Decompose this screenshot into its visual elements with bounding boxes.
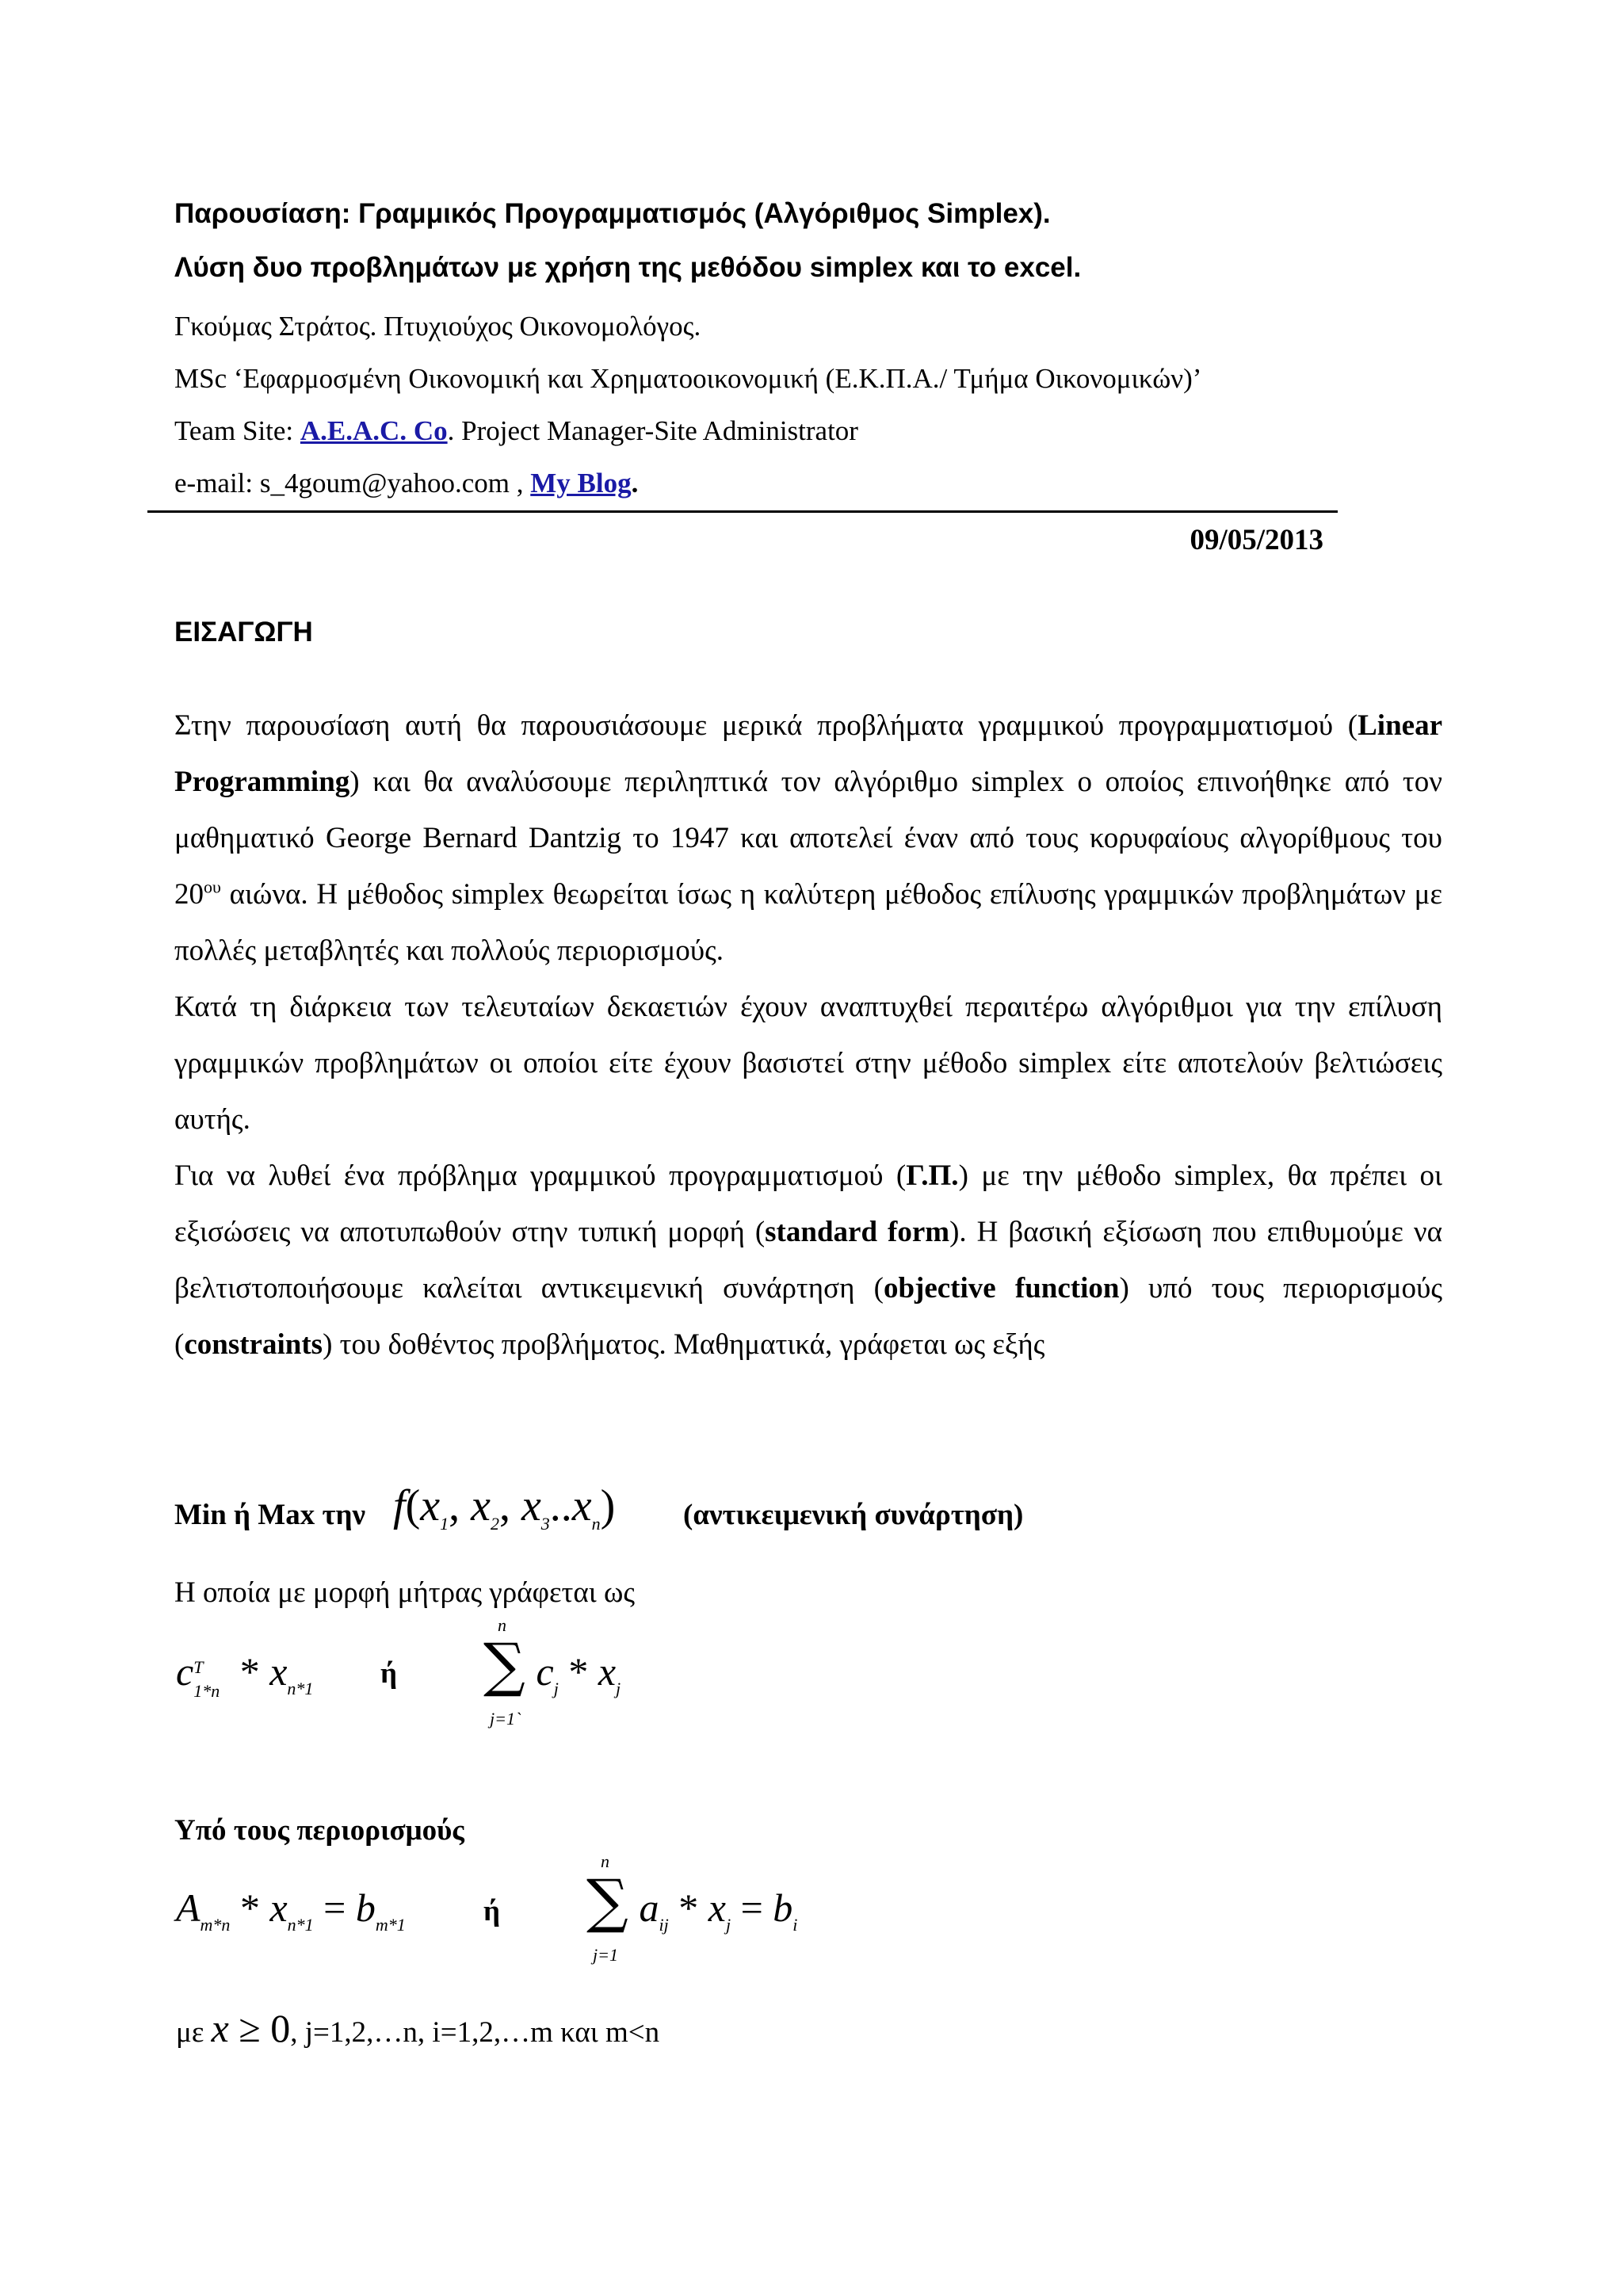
intro-paragraph-3: Για να λυθεί ένα πρόβλημα γραμμικού προγραμματισμού (Γ.Π.) με την μέθοδο simplex, θα πρέπει οι εξισώσεις να αποτυπωθούν στην τυπική μορφή (standard form). Η βασική εξίσωση που επιθυμούμε να βελτιστοποιήσουμε καλείται αντικειμενική συνάρτηση (objective function) υπό τους περιορισμούς (constraints) του δοθέντος προβλήματος. Μαθηματικά, γράφεται ως εξής: [174, 1159, 1442, 1361]
degree-line: MSc ‘Εφαρμοσμένη Οικονομική και Χρηματοοικονομική (Ε.Κ.Π.Α./ Τμήμα Οικονομικών)’: [174, 363, 1202, 394]
team-site-prefix: Team Site:: [174, 415, 300, 446]
objective-description: (αντικειμενική συνάρτηση): [683, 1499, 1024, 1531]
team-site-line: [174, 415, 858, 447]
nonnegativity-condition: με x ≥ 0, j=1,2,…n, i=1,2,…m και m<n: [176, 2006, 660, 2050]
author-line: Γκούμας Στράτος. Πτυχιούχος Οικονομολόγος.: [174, 311, 701, 342]
email-line: [174, 468, 638, 499]
blog-suffix: .: [631, 468, 639, 499]
header-divider: [147, 510, 1338, 513]
matrix-form-text: Η οποία με μορφή μήτρας γράφεται ως: [174, 1576, 635, 1609]
intro-paragraph-1: Στην παρουσίαση αυτή θα παρουσιάσουμε μερικά προβλήματα γραμμικού προγραμματισμού (Linear Programming) και θα αναλύσουμε περιληπτικά τον αλγόριθμο simplex ο οποίος επινοήθηκε από τον μαθηματικό George Bernard Dantzig το 1947 και αποτελεί έναν από τους κορυφαίους αλγορίθμους του $20^{o\upsilon}$ αιώνα. Η μέθοδος simplex θεωρείται ίσως η καλύτερη μέθοδος επίλυσης γραμμικών προβλημάτων με πολλές μεταβλητές και πολλούς περιορισμούς.: [174, 709, 1442, 967]
intro-paragraph-2: Κατά τη διάρκεια των τελευταίων δεκαετιών έχουν αναπτυχθεί περαιτέρω αλγόριθμοι για την επίλυση γραμμικών προβλημάτων οι οποίοι είτε έχουν βασιστεί στην μέθοδο simplex είτε αποτελούν βελτιώσεις αυτής.: [174, 991, 1442, 1136]
blog-link[interactable]: My Blog: [530, 468, 632, 499]
objective-sum-formula: n ∑ j=1` $c_j * x_j$: [483, 1615, 621, 1729]
constraints-matrix-formula: $A_{m*n} * x_{n*1} = b_{m*1}$: [176, 1885, 406, 1935]
intro-text: [174, 697, 1442, 1373]
or-connector-1: ή: [380, 1657, 398, 1690]
team-site-suffix: . Project Manager-Site Administrator: [447, 415, 858, 446]
objective-matrix-formula: c T 1*n * $x_{n*1}$: [176, 1649, 314, 1701]
constraints-heading: Υπό τους περιορισμούς: [174, 1814, 464, 1847]
or-connector-2: ή: [483, 1895, 501, 1927]
team-site-link[interactable]: A.E.A.C. Co: [300, 415, 448, 446]
objective-label: Min ή Max την: [174, 1499, 366, 1531]
email-text: e-mail: s_4goum@yahoo.com ,: [174, 468, 531, 499]
section-heading: ΕΙΣΑΓΩΓΗ: [174, 617, 313, 648]
document-subtitle: Λύση δυο προβλημάτων με χρήση της μεθόδου simplex και το excel.: [174, 252, 1082, 283]
objective-formula: $f(x_1$, $x_2$, $x_3..x_n$): [393, 1481, 616, 1534]
constraints-sum-formula: n ∑ j=1 $a_{ij} * x_j = b_i$: [586, 1851, 798, 1965]
document-title: Παρουσίαση: Γραμμικός Προγραμματισμός (Αλγόριθμος Simplex).: [174, 198, 1051, 229]
document-date: 09/05/2013: [1190, 524, 1323, 556]
